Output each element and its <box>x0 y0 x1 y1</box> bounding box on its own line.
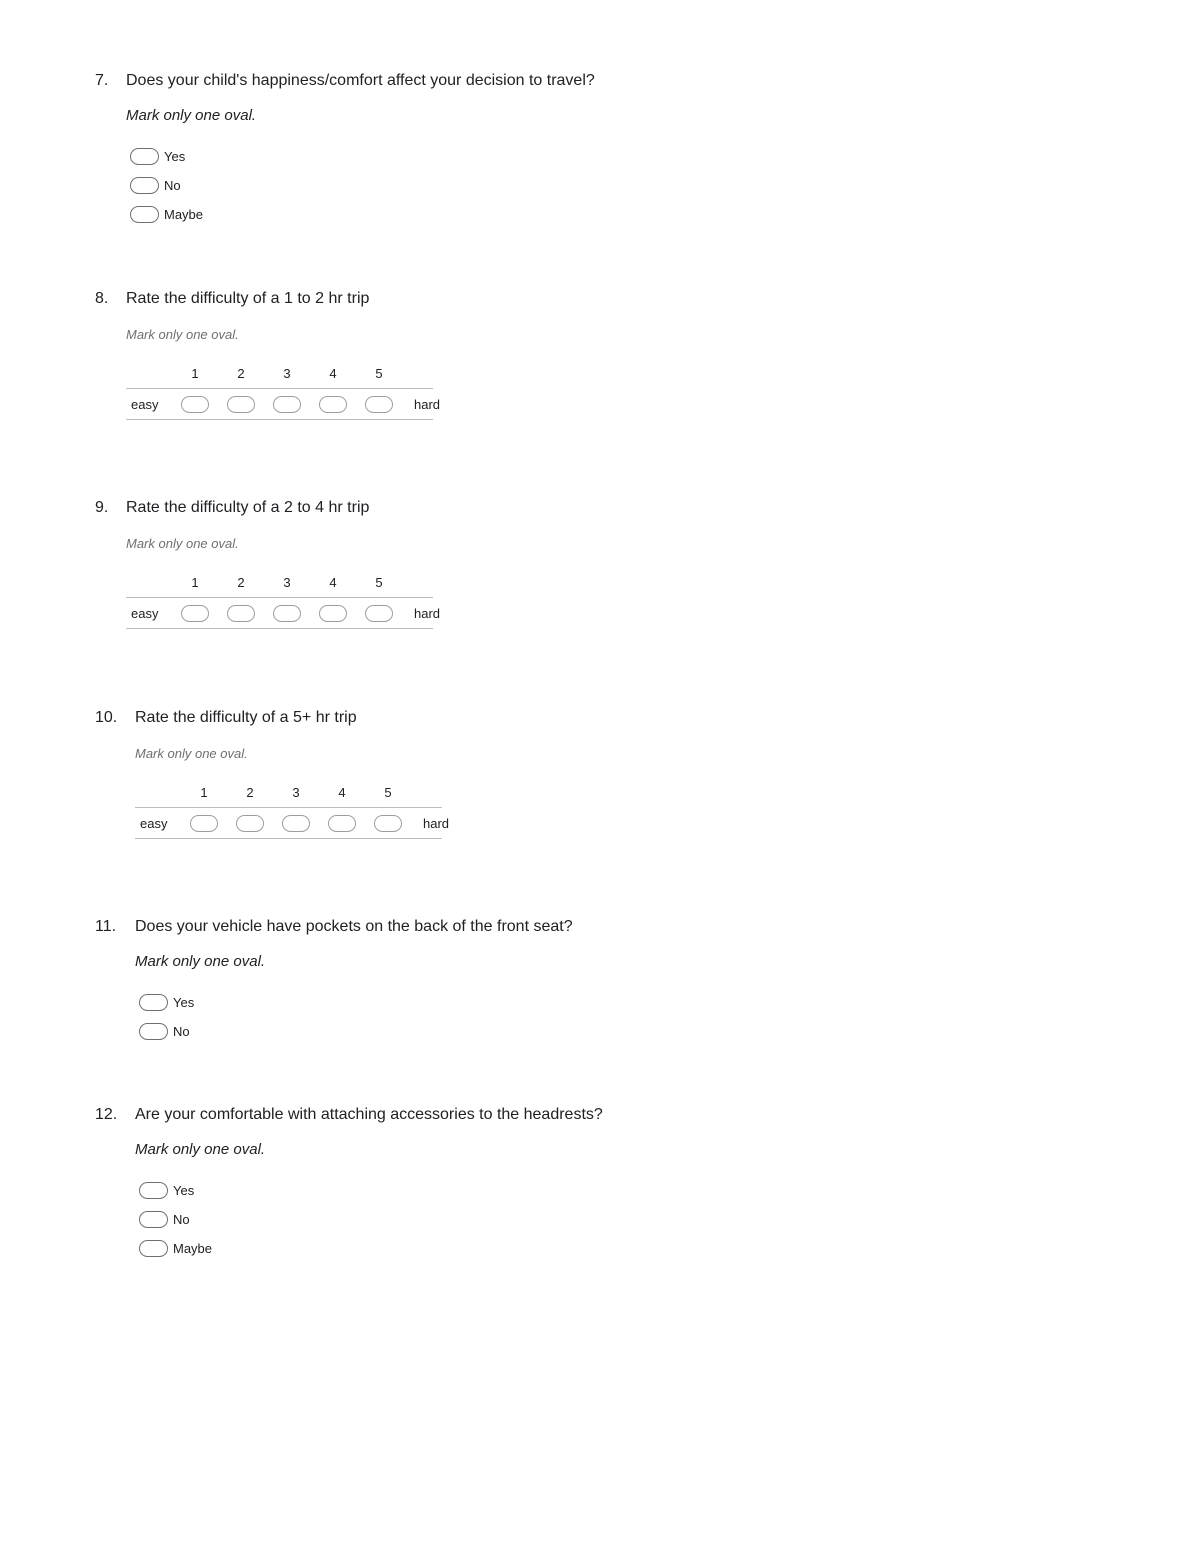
scale-option-1[interactable] <box>181 815 227 832</box>
scale-number: 4 <box>329 575 337 590</box>
option-yes[interactable] <box>139 1176 603 1205</box>
scale-row <box>135 807 450 839</box>
scale-number: 4 <box>338 785 346 800</box>
scale-low-label: easy <box>131 605 159 621</box>
linear-scale <box>135 785 450 839</box>
scale-header <box>126 366 433 388</box>
question-instruction: Mark only one oval. <box>126 107 257 124</box>
scale-number: 1 <box>200 785 208 800</box>
radio-oval[interactable] <box>273 605 301 622</box>
scale-high-label: hard <box>423 815 450 831</box>
scale-high-label: hard <box>414 605 441 621</box>
question-title: Does your child's happiness/comfort affect your decision to travel? <box>126 72 595 89</box>
radio-oval[interactable] <box>130 206 159 223</box>
option-list <box>130 142 595 229</box>
scale-option-4[interactable] <box>319 815 365 832</box>
scale-row <box>126 388 441 420</box>
scale-option-5[interactable] <box>356 605 402 622</box>
question-number: 12. <box>95 1106 118 1123</box>
scale-option-3[interactable] <box>264 396 310 413</box>
option-label: No <box>164 178 181 193</box>
question-instruction: Mark only one oval. <box>126 327 239 342</box>
scale-option-3[interactable] <box>273 815 319 832</box>
scale-option-5[interactable] <box>365 815 411 832</box>
question-title: Does your vehicle have pockets on the back of the front seat? <box>135 918 573 935</box>
radio-oval[interactable] <box>227 396 255 413</box>
scale-number: 1 <box>191 575 199 590</box>
radio-oval[interactable] <box>374 815 402 832</box>
radio-oval[interactable] <box>139 1211 168 1228</box>
question-body <box>135 1105 603 1263</box>
scale-number: 3 <box>283 575 291 590</box>
option-label: Maybe <box>164 207 204 222</box>
question-number: 10. <box>95 709 118 726</box>
scale-option-4[interactable] <box>310 605 356 622</box>
option-no[interactable] <box>130 171 595 200</box>
scale-number: 3 <box>292 785 300 800</box>
scale-high-label: hard <box>414 396 441 412</box>
scale-option-4[interactable] <box>310 396 356 413</box>
radio-oval[interactable] <box>190 815 218 832</box>
scale-number: 5 <box>375 575 383 590</box>
option-label: Maybe <box>173 1241 213 1256</box>
scale-number: 4 <box>329 366 337 381</box>
option-list <box>139 988 573 1046</box>
radio-oval[interactable] <box>236 815 264 832</box>
scale-number: 1 <box>191 366 199 381</box>
option-no[interactable] <box>139 1205 603 1234</box>
radio-oval[interactable] <box>139 1182 168 1199</box>
radio-oval[interactable] <box>365 605 393 622</box>
scale-option-2[interactable] <box>218 396 264 413</box>
option-yes[interactable] <box>139 988 573 1017</box>
option-list <box>139 1176 603 1263</box>
radio-oval[interactable] <box>139 1240 168 1257</box>
scale-low-label: easy <box>140 815 168 831</box>
option-label: Yes <box>173 995 195 1010</box>
radio-oval[interactable] <box>365 396 393 413</box>
radio-oval[interactable] <box>282 815 310 832</box>
question-body <box>126 498 441 629</box>
radio-oval[interactable] <box>181 396 209 413</box>
radio-oval[interactable] <box>319 605 347 622</box>
question-body <box>135 917 573 1046</box>
option-label: No <box>173 1024 190 1039</box>
question-instruction: Mark only one oval. <box>126 536 239 551</box>
radio-oval[interactable] <box>227 605 255 622</box>
question-number: 11. <box>95 918 117 935</box>
question-instruction: Mark only one oval. <box>135 1141 266 1158</box>
radio-oval[interactable] <box>130 148 159 165</box>
scale-number: 2 <box>246 785 254 800</box>
scale-row <box>126 597 441 629</box>
scale-option-1[interactable] <box>172 605 218 622</box>
scale-number: 2 <box>237 366 245 381</box>
radio-oval[interactable] <box>273 396 301 413</box>
option-yes[interactable] <box>130 142 595 171</box>
question-number: 8. <box>95 290 109 307</box>
option-label: Yes <box>164 149 186 164</box>
option-maybe[interactable] <box>139 1234 603 1263</box>
radio-oval[interactable] <box>181 605 209 622</box>
question-body <box>126 289 441 420</box>
question-title: Rate the difficulty of a 1 to 2 hr trip <box>126 290 370 307</box>
question-body <box>135 708 450 839</box>
scale-option-5[interactable] <box>356 396 402 413</box>
question-title: Are your comfortable with attaching accessories to the headrests? <box>135 1106 603 1123</box>
scale-number: 3 <box>283 366 291 381</box>
question-body <box>126 71 595 229</box>
option-label: Yes <box>173 1183 195 1198</box>
scale-option-2[interactable] <box>227 815 273 832</box>
scale-option-1[interactable] <box>172 396 218 413</box>
scale-number: 5 <box>384 785 392 800</box>
option-label: No <box>173 1212 190 1227</box>
scale-number: 5 <box>375 366 383 381</box>
radio-oval[interactable] <box>139 994 168 1011</box>
question-number: 7. <box>95 72 109 89</box>
scale-header <box>135 785 442 807</box>
scale-number: 2 <box>237 575 245 590</box>
question-instruction: Mark only one oval. <box>135 953 266 970</box>
linear-scale <box>126 575 441 629</box>
question-number: 9. <box>95 499 109 516</box>
scale-header <box>126 575 433 597</box>
radio-oval[interactable] <box>319 396 347 413</box>
scale-option-2[interactable] <box>218 605 264 622</box>
scale-low-label: easy <box>131 396 159 412</box>
linear-scale <box>126 366 441 420</box>
question-title: Rate the difficulty of a 2 to 4 hr trip <box>126 499 370 516</box>
radio-oval[interactable] <box>139 1023 168 1040</box>
option-no[interactable] <box>139 1017 573 1046</box>
option-maybe[interactable] <box>130 200 595 229</box>
scale-option-3[interactable] <box>264 605 310 622</box>
radio-oval[interactable] <box>130 177 159 194</box>
radio-oval[interactable] <box>328 815 356 832</box>
question-title: Rate the difficulty of a 5+ hr trip <box>135 709 357 726</box>
question-instruction: Mark only one oval. <box>135 746 248 761</box>
